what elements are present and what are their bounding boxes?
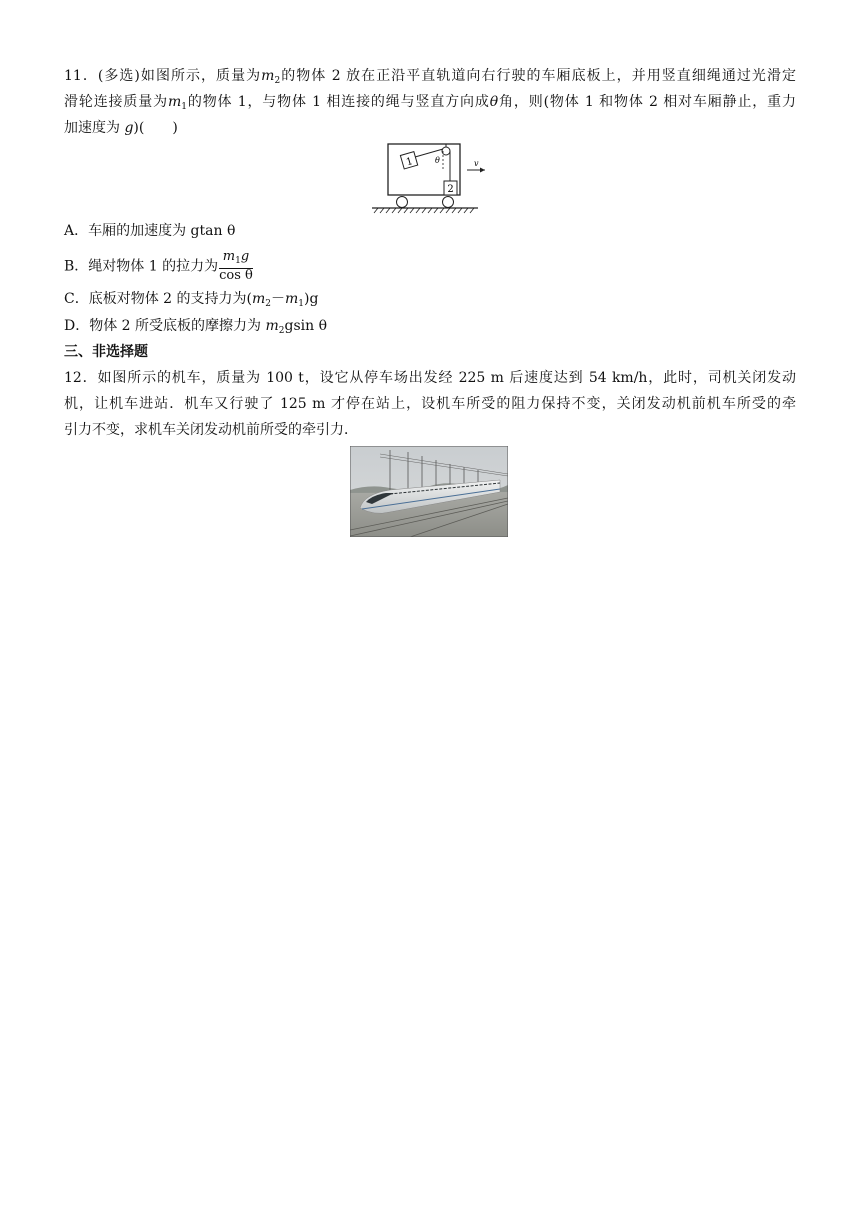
svg-text:1: 1	[405, 156, 415, 169]
option-c: C．底板对物体 2 的支持力为$(m_2-m_1)g$	[64, 291, 319, 309]
option-d: D．物体 2 所受底板的摩擦力为 $m_2gsin$ θ	[64, 318, 328, 336]
option-a: A．车厢的加速度为 gtan θ	[64, 223, 236, 239]
wheel-left-icon	[397, 197, 408, 208]
q12-line-3: 引力不变，求机车关闭发动机前所受的牵引力．	[64, 422, 358, 438]
block-1	[400, 152, 417, 170]
svg-text:2: 2	[447, 184, 454, 195]
q11-line-1: 11．(多选)如图所示，质量为$m_2$的物体 2 放在正沿平直轨道向右行驶的车厢底板上，并用竖直细绳通过光滑定	[64, 68, 796, 86]
q12-line-2: 机，让机车进站．机车又行驶了 125 m 才停在站上，设机车所受的阻力保持不变，关闭发动机前机车所受的牵	[64, 396, 796, 412]
train-photo	[350, 446, 508, 537]
option-b: B．绳对物体 1 的拉力为 $\frac{m_1g}{\text{cos θ}}$	[64, 249, 253, 283]
q12-line-1: 12．如图所示的机车，质量为 100 t，设它从停车场出发经 225 m 后速度达到 54 km/h，此时，司机关闭发动	[64, 370, 796, 386]
cart-pulley-figure	[368, 141, 488, 217]
wheel-right-icon	[443, 197, 454, 208]
section-heading: 三、非选择题	[64, 344, 148, 360]
theta-label: θ	[435, 156, 440, 165]
q11-line-2: 滑轮连接质量为$m_1$的物体 1，与物体 1 相连接的绳与竖直方向成θ角，则(物体 1 和物体 2 相对车厢静止，重力	[64, 94, 797, 112]
ground-hatch	[374, 208, 474, 213]
q11-line-3: 加速度为 g)( )	[64, 120, 178, 136]
velocity-label: v	[474, 159, 479, 168]
fraction: $\frac{m_1g}{\text{cos θ}}$	[219, 249, 253, 283]
block-2	[444, 181, 457, 195]
